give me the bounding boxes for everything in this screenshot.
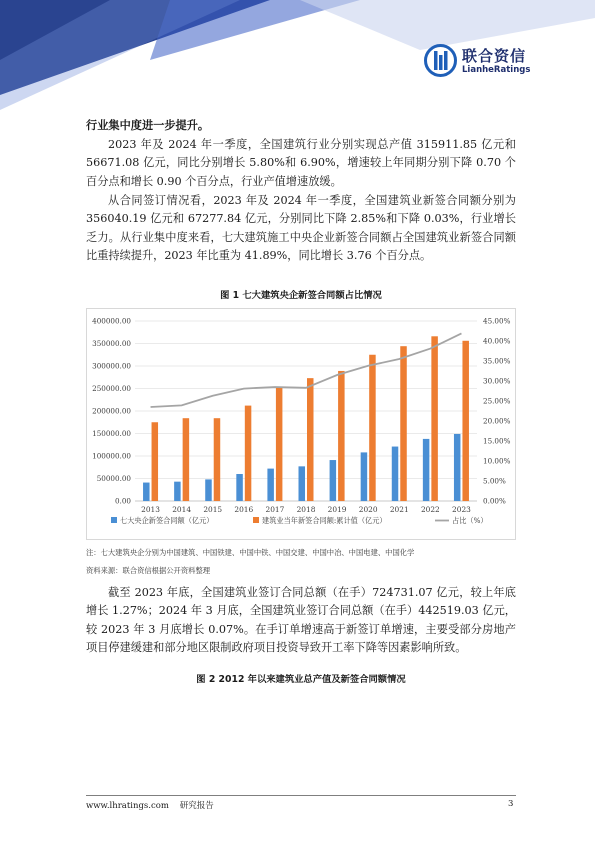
y-tick-right: 20.00% [483, 416, 511, 426]
y-tick-right: 40.00% [483, 336, 511, 346]
footer-left [86, 799, 214, 811]
y-tick-right: 45.00% [483, 316, 511, 326]
y-tick-right: 0.00% [483, 496, 506, 506]
y-tick-left: 0.00 [114, 496, 131, 506]
footer-label: 研究报告 [179, 801, 214, 811]
x-tick-label: 2016 [234, 505, 254, 514]
figure-1-title: 图 1 七大建筑央企新签合同额占比情况 [220, 290, 382, 301]
figure-1-chart [86, 308, 516, 540]
legend-label: 占比（%） [452, 516, 488, 525]
bar-industry-total [462, 341, 469, 501]
page-number: 3 [508, 799, 514, 809]
bar-central-soe [143, 483, 150, 501]
x-tick-label: 2017 [265, 505, 285, 514]
bar-industry-total [183, 418, 190, 501]
bar-central-soe [423, 439, 430, 501]
y-tick-right: 25.00% [483, 396, 511, 406]
brand-name-en: LianheRatings [462, 65, 531, 75]
y-tick-right: 30.00% [483, 376, 511, 386]
bar-industry-total [369, 355, 376, 501]
x-tick-label: 2022 [420, 505, 440, 514]
legend-label: 七大央企新签合同额（亿元） [120, 516, 214, 525]
bar-central-soe [236, 474, 243, 501]
bar-industry-total [245, 406, 252, 501]
bar-central-soe [392, 447, 399, 501]
y-tick-left: 100000.00 [92, 451, 131, 461]
y-tick-left: 50000.00 [96, 474, 131, 484]
bar-central-soe [454, 434, 461, 501]
y-tick-right: 10.00% [483, 456, 511, 466]
x-tick-label: 2023 [452, 505, 471, 514]
footer-site-link[interactable]: www.lhratings.com [86, 801, 169, 811]
legend-swatch [253, 517, 259, 523]
figure-2-title: 图 2 2012 年以来建筑业总产值及新签合同额情况 [196, 674, 406, 685]
bar-central-soe [267, 469, 274, 501]
bar-industry-total [276, 387, 283, 501]
paragraph-2: 2023 年及 2024 年一季度，全国建筑行业分别实现总产值 315911.85 亿元和 56671.08 亿元，同比分别增长 5.80%和 6.90%，增速较上年同期分别下降 0.70 个百分点和增长 0.90 个百分点，行业产值增速放缓。 [86, 138, 516, 188]
legend-swatch [111, 517, 117, 523]
y-tick-left: 350000.00 [92, 339, 131, 349]
bar-industry-total [214, 418, 221, 501]
footer-divider [86, 795, 516, 796]
combo-chart [87, 309, 515, 539]
bar-central-soe [205, 479, 212, 501]
y-tick-right: 15.00% [483, 436, 511, 446]
paragraph-3: 从合同签订情况看，2023 年及 2024 年一季度，全国建筑业新签合同额分别为 356040.19 亿元和 67277.84 亿元，分别同比下降 2.85%和下降 0.03%，行业增长乏力。从行业集中度来看，七大建筑施工中央企业新签合同额占全国建筑业新签合同额比重持续提升，2023 年比重为 41.89%，同比增长 3.76 个百分点。 [86, 194, 516, 262]
y-tick-right: 5.00% [483, 476, 506, 486]
paragraph-1-lead: 行业集中度进一步提升。 [86, 118, 210, 132]
line-share [151, 333, 462, 407]
x-tick-label: 2020 [358, 505, 378, 514]
figure-1-source: 资料来源：联合资信根据公开资料整理 [86, 566, 211, 575]
bar-industry-total [152, 422, 159, 501]
bar-industry-total [431, 336, 438, 501]
y-tick-left: 400000.00 [92, 316, 131, 326]
x-tick-label: 2019 [327, 505, 347, 514]
figure-1-note: 注：七大建筑央企分别为中国建筑、中国铁建、中国中铁、中国交建、中国中冶、中国电建、中国化学 [86, 548, 415, 557]
bar-industry-total [307, 378, 314, 501]
y-tick-left: 200000.00 [92, 406, 131, 416]
paragraph-4: 截至 2023 年底，全国建筑业签订合同总额（在手）724731.07 亿元，较上年底增长 1.27%；2024 年 3 月底，全国建筑业签订合同总额（在手）442519.03 亿元，较 2023 年 3 月底增长 0.07%。在手订单增速高于新签订单增速，主要受部分房地产项目停建缓建和部分地区限制政府项目投资导致开工率下降等因素影响所致。 [86, 586, 516, 654]
bar-central-soe [361, 452, 368, 501]
y-tick-left: 250000.00 [92, 384, 131, 394]
bar-central-soe [330, 460, 337, 501]
x-tick-label: 2018 [296, 505, 316, 514]
x-tick-label: 2015 [203, 505, 223, 514]
y-tick-right: 35.00% [483, 356, 511, 366]
brand-logo-icon [424, 44, 457, 77]
x-tick-label: 2021 [389, 505, 409, 514]
x-tick-label: 2013 [141, 505, 160, 514]
bar-central-soe [299, 466, 306, 501]
bar-central-soe [174, 482, 181, 501]
paragraph-1 [86, 116, 516, 135]
x-tick-label: 2014 [172, 505, 192, 514]
y-tick-left: 300000.00 [92, 361, 131, 371]
bar-industry-total [338, 371, 345, 501]
legend-label: 建筑业当年新签合同额:累计值（亿元） [262, 516, 387, 525]
y-tick-left: 150000.00 [92, 429, 131, 439]
bar-industry-total [400, 346, 407, 501]
brand-name-cn: 联合资信 [462, 47, 527, 65]
